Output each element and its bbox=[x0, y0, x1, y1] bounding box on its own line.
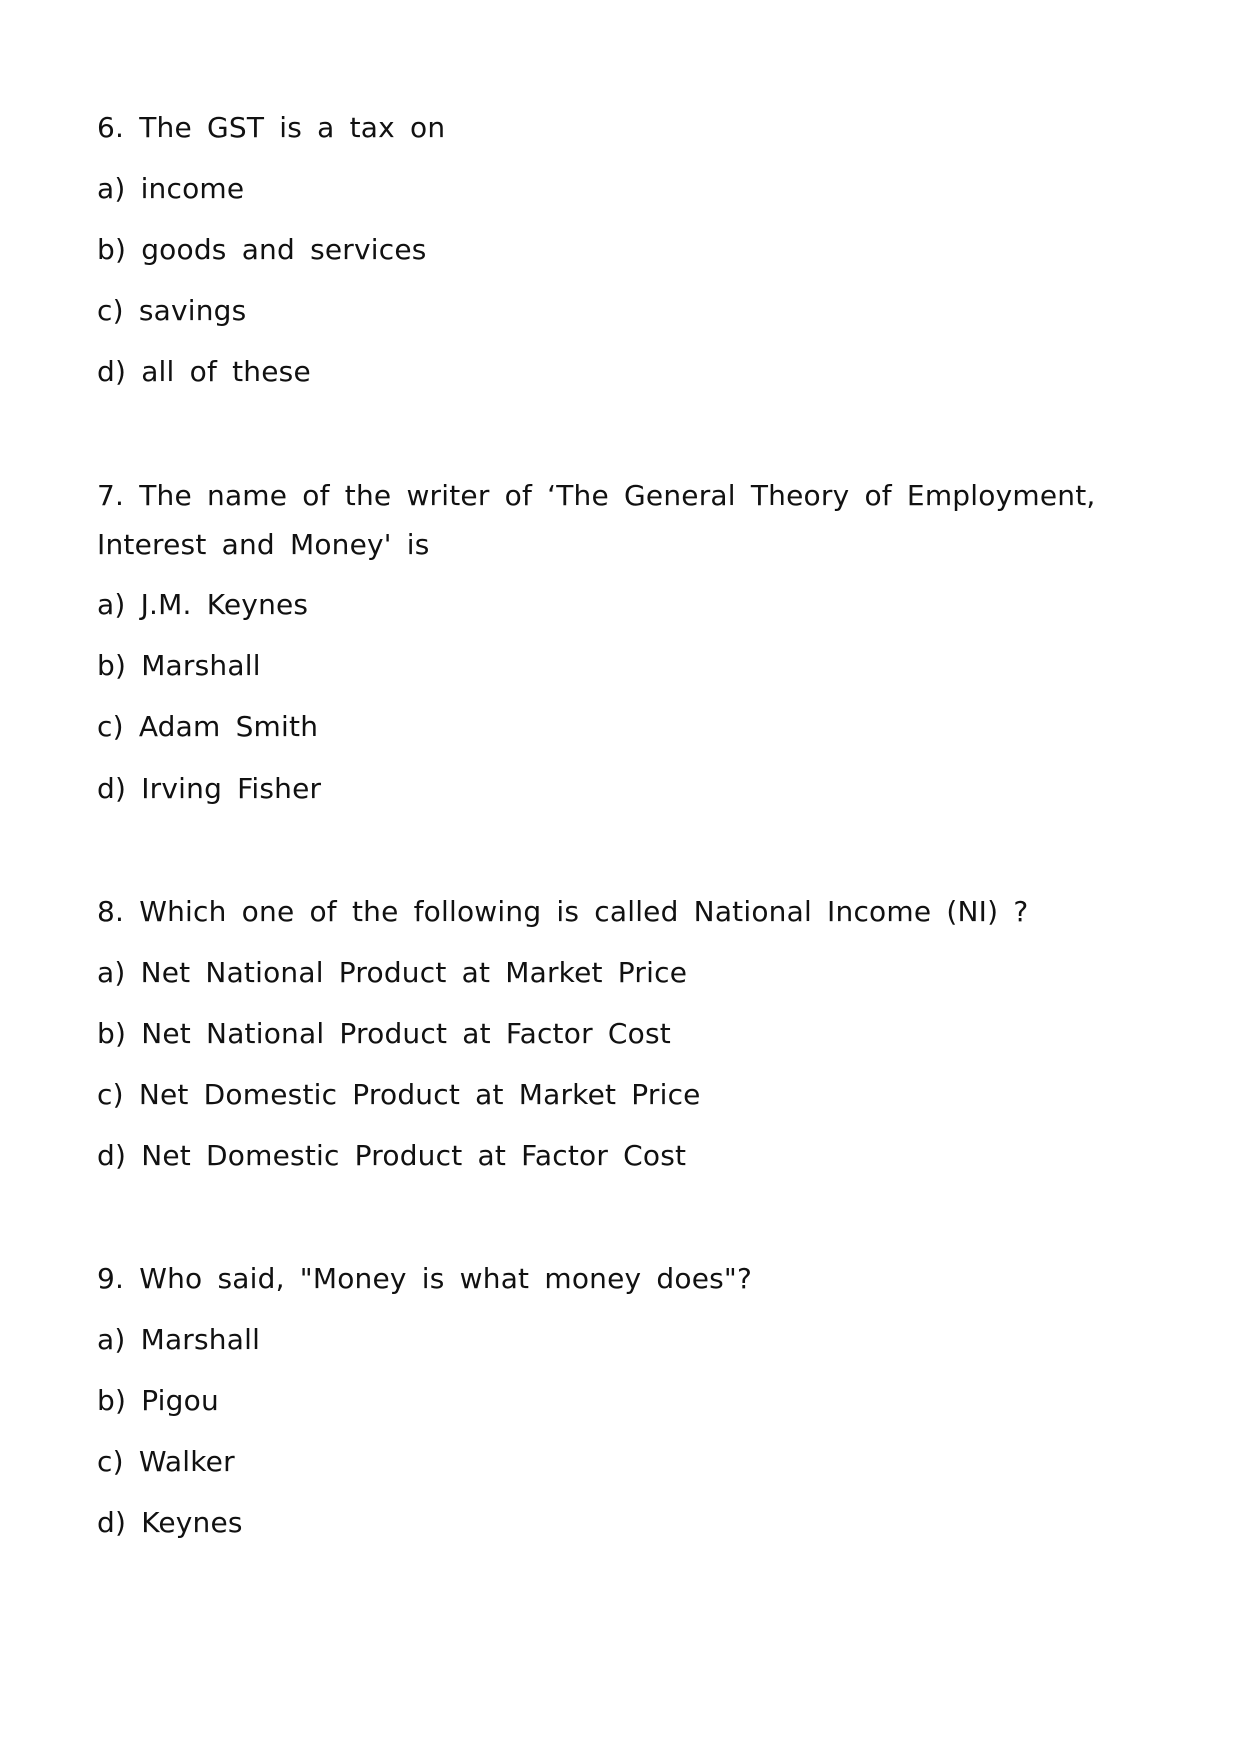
question-8-option-b: b) Net National Product at Factor Cost bbox=[97, 1017, 671, 1050]
question-9-option-c: c) Walker bbox=[97, 1445, 235, 1478]
question-9-option-d: d) Keynes bbox=[97, 1506, 243, 1539]
question-7-option-c: c) Adam Smith bbox=[97, 710, 319, 743]
question-9-option-a: a) Marshall bbox=[97, 1323, 261, 1356]
question-7-option-d: d) Irving Fisher bbox=[97, 772, 322, 805]
question-7-option-a: a) J.M. Keynes bbox=[97, 588, 309, 621]
question-8-option-a: a) Net National Product at Market Price bbox=[97, 956, 688, 989]
question-9-stem: 9. Who said, "Money is what money does"? bbox=[97, 1262, 753, 1295]
question-9-option-b: b) Pigou bbox=[97, 1384, 219, 1417]
question-8-option-c: c) Net Domestic Product at Market Price bbox=[97, 1078, 701, 1111]
question-7-option-b: b) Marshall bbox=[97, 649, 261, 682]
question-6-stem: 6. The GST is a tax on bbox=[97, 111, 446, 144]
question-8-stem: 8. Which one of the following is called National Income (NI) ? bbox=[97, 895, 1029, 928]
question-6-option-c: c) savings bbox=[97, 294, 247, 327]
question-6-option-a: a) income bbox=[97, 172, 245, 205]
question-6-option-b: b) goods and services bbox=[97, 233, 427, 266]
question-6-option-d: d) all of these bbox=[97, 355, 311, 388]
question-8-option-d: d) Net Domestic Product at Factor Cost bbox=[97, 1139, 687, 1172]
question-7-stem-line-2: Interest and Money' is bbox=[97, 528, 430, 561]
question-7-stem-line-1: 7. The name of the writer of ‘The General Theory of Employment, bbox=[97, 479, 1096, 512]
